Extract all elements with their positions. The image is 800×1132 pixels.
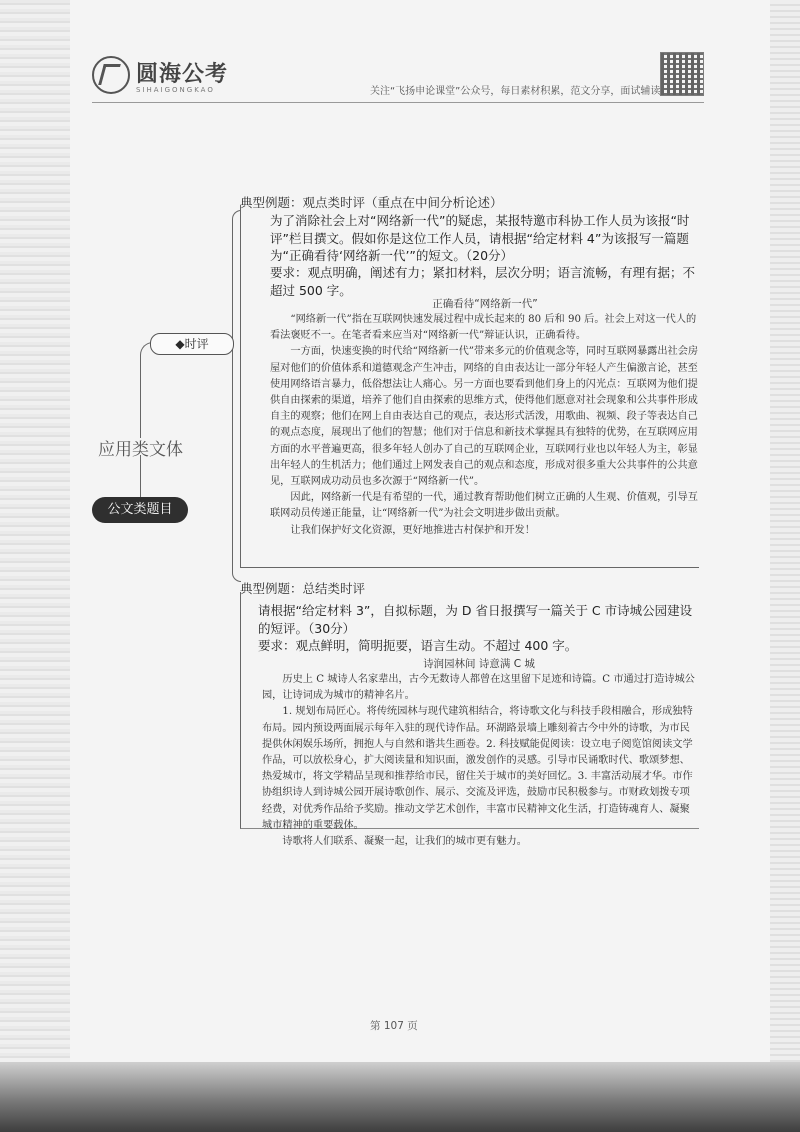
- example1-question: 为了消除社会上对“网络新一代”的疑虑，某报特邀市科协工作人员为该报“时评”栏目撰文。假如你是这位工作人员，请根据“给定材料 4”为该报写一篇题为“正确看待‘网络新一代’”的短文。（20分）: [270, 213, 690, 263]
- header-promo-text: 关注“飞扬申论课堂”公众号，每日素材积累，范文分享，面试辅读: [370, 86, 661, 97]
- essay-paragraph: 诗歌将人们联系、凝聚一起，让我们的城市更有魅力。: [282, 836, 527, 848]
- essay-paragraph: 一方面，快速变换的时代给“网络新一代”带来多元的价值观念等，同时互联网暴露出社会房屋对他们的价值体系和道德观念产生冲击，网络的自由表达让一部分年轻人产生偏激言论，甚至使用网络语言暴力，低俗想法让人痛心。另一方面也要看到他们身上的闪光点：互联网为他们提供自由探索的渠道，培养了他们自由探索的思维方式，使得他们愿意对社会现象和公共事件形成自主的观察；他们在网上自由表达自己的观点，表达形式活泼，用歌曲、视频、段子等表达自己的观点态度，展现出了他们的智慧；他们对于信息和新技术掌握具有独特的优势，在互联网应用方面的水平普遍更高，很多年轻人创办了自己的互联网企业，互联网行业也以年轻人为主，彰显出年轻人的生机活力；他们通过上网发表自己的观点和态度，形成对很多重大公共事件的公共意见，互联网成功动员也多次源于“网络新一代”。: [270, 346, 699, 488]
- essay-paragraph: 让我们保护好文化资源，更好地推进古村保护和开发！: [290, 524, 535, 536]
- logo-icon: [92, 56, 130, 94]
- scan-edge-right: [770, 0, 800, 1132]
- mindmap-node-shiping: ◆时评: [150, 333, 234, 355]
- example2-essay: [262, 672, 698, 850]
- example1-essay: [270, 312, 700, 539]
- qr-code-icon: [660, 52, 704, 96]
- essay-paragraph: “网络新一代”指在互联网快速发展过程中成长起来的 80 后和 90 后。社会上对这一代人的看法褒贬不一。在笔者看来应当对“网络新一代”辩证认识，正确看待。: [270, 314, 697, 342]
- scan-bottom-shadow: [0, 1062, 800, 1132]
- example1-label: 典型例题：观点类时评（重点在中间分析论述）: [240, 195, 503, 210]
- example2-essay-title: 诗润园林间 诗意满 C 城: [423, 658, 535, 670]
- branch-line-lower: [140, 455, 153, 497]
- branch-line-upper: [140, 342, 153, 438]
- logo-subtext: SIHAIGONGKAO: [136, 85, 215, 94]
- example1-essay-title: 正确看待“网络新一代”: [432, 298, 538, 310]
- page-number: 第 107 页: [370, 1020, 418, 1032]
- header-divider: [92, 102, 704, 103]
- scan-edge-left: [0, 0, 70, 1132]
- logo: [92, 56, 228, 94]
- essay-paragraph: 因此，网络新一代是有希望的一代，通过教育帮助他们树立正确的人生观、价值观，引导互联网动员传递正能量，让“网络新一代”为社会文明进步做出贡献。: [270, 492, 698, 520]
- mindmap-node-main: 应用类文体: [98, 440, 183, 460]
- example1-requirements: 要求：观点明确，阐述有力；紧扣材料，层次分明；语言流畅，有理有据；不超过 500 字。: [270, 265, 696, 298]
- logo-text: 圆海公考: [136, 61, 229, 87]
- mindmap-node-pill: 公文类题目: [92, 497, 188, 523]
- essay-paragraph: 历史上 C 城诗人名家辈出，古今无数诗人都曾在这里留下足迹和诗篇。C 市通过打造诗城公园，让诗词成为城市的精神名片。: [262, 674, 695, 702]
- example2-requirements: 要求：观点鲜明，简明扼要，语言生动。不超过 400 字。: [258, 638, 578, 653]
- example2-label: 典型例题：总结类时评: [240, 581, 366, 596]
- essay-paragraph: 1. 规划布局匠心。将传统园林与现代建筑相结合，将诗歌文化与科技手段相融合，形成独特布局。园内预设两面展示每年入驻的现代诗作品。环湖路景墙上雕刻着古今中外的诗歌，为市民提供休闲娱乐场所，拥抱人与自然和谐共生画卷。2. 科技赋能促阅读：设立电子阅览馆阅读文学作品，可以放松身心，扩大阅读量和知识面，激发创作的灵感。引导市民诵歌时代、歌颂梦想、热爱城市，将文学精品呈现和推荐给市民，留住关于城市的美好回忆。3. 丰富活动展才华。市作协组织诗人到诗城公园开展诗歌创作、展示、交流及评选，鼓励市民积极参与。市财政划拨专项经费，对优秀作品给予奖励。推动文学艺术创作，丰富市民精神文化生活，打造铸魂育人、凝聚城市精神的重要载体。: [262, 706, 693, 831]
- example2-question: 请根据“给定材料 3”，自拟标题，为 D 省日报撰写一篇关于 C 市诗城公园建设的短评。（30分）: [258, 603, 693, 636]
